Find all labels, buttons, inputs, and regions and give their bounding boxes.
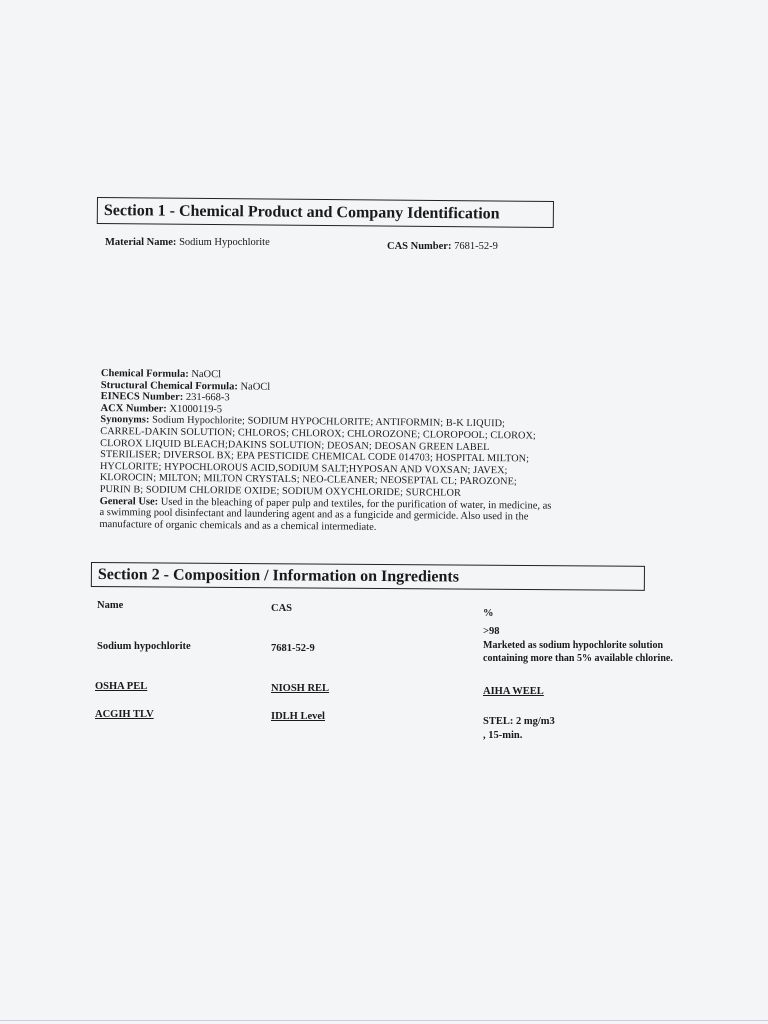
material-name-value: Sodium Hypochlorite (179, 237, 270, 248)
structural-formula-label: Structural Chemical Formula: (100, 379, 238, 393)
material-name-line (105, 236, 270, 249)
synonyms-line-7: PURIN B; SODIUM CHLORIDE OXIDE; SODIUM OXYCHLORIDE; SURCHLOR (99, 483, 461, 499)
synonyms-label: Synonyms: (100, 414, 150, 426)
chemical-formula-label: Chemical Formula: (100, 368, 189, 380)
synonyms-line-6: KLOROCIN; MILTON; MILTON CRYSTALS; NEO-CLEANER; NEOSEPTAL CL; PAROZONE; (99, 472, 517, 488)
stel-value (483, 715, 555, 743)
ingredient-note: Marketed as sodium hypochlorite solution containing more than 5% available chlorine. (483, 640, 673, 664)
acx-label: ACX Number: (100, 402, 167, 415)
section-2-title: Section 2 - Composition / Information on Ingredients (97, 566, 460, 586)
osha-pel-label: OSHA PEL (95, 681, 148, 692)
synonyms-line-4: STERILISER; DIVERSOL BX; EPA PESTICIDE CHEMICAL CODE 014703; HOSPITAL MILTON; (100, 449, 530, 465)
scan-edge-line (0, 1020, 768, 1021)
niosh-rel-label: NIOSH REL (271, 683, 330, 694)
section-2-header (91, 562, 645, 591)
ingredient-name: Sodium hypochlorite (97, 641, 191, 652)
col-header-percent: % (483, 608, 494, 619)
acx-value: X1000119-5 (169, 403, 223, 416)
aiha-weel-label: AIHA WEEL (483, 686, 544, 697)
synonyms-text: Sodium Hypochlorite; SODIUM HYPOCHLORITE; ANTIFORMIN; B-K LIQUID; (152, 414, 506, 430)
identification-details (99, 368, 646, 536)
general-use-label: General Use: (99, 495, 159, 508)
idlh-level-label: IDLH Level (271, 711, 325, 722)
synonyms-line-3: CLOROX LIQUID BLEACH;DAKINS SOLUTION; DEOSAN; DEOSAN GREEN LABEL (100, 437, 490, 453)
structural-formula-value: NaOCl (240, 381, 271, 393)
col-header-cas: CAS (271, 603, 293, 614)
general-use-line-2: a swimming pool disinfectant and laundering agent and as a fungicide and germicide. Also used in the (99, 507, 529, 523)
cas-number-label: CAS Number: (387, 241, 452, 252)
stel-line-2: , 15-min. (483, 730, 523, 741)
material-name-label: Material Name: (105, 237, 177, 248)
section-1-title: Section 1 - Chemical Product and Company Identification (103, 202, 500, 223)
cas-number-value: 7681-52-9 (454, 241, 498, 252)
synonyms-line-2: CARREL-DAKIN SOLUTION; CHLOROS; CHLOROX; CHLOROZONE; CLOROPOOL; CLOROX; (100, 425, 536, 442)
general-use-line-3: manufacture of organic chemicals and as a chemical intermediate. (99, 518, 377, 533)
ingredient-cas: 7681-52-9 (271, 643, 315, 654)
chemical-formula-value: NaOCl (191, 368, 222, 381)
acgih-tlv-label: ACGIH TLV (95, 709, 154, 720)
col-header-name: Name (97, 600, 124, 611)
cas-number-line (387, 240, 498, 253)
stel-line-1: STEL: 2 mg/m3 (483, 716, 555, 727)
ingredient-percent: >98 (483, 626, 500, 637)
section-1-header (97, 197, 554, 228)
synonyms-line-5: HYCLORITE; HYPOCHLOROUS ACID,SODIUM SALT;HYPOSAN AND VOXSAN; JAVEX; (99, 460, 508, 477)
einecs-label: EINECS Number: (100, 391, 184, 404)
einecs-value: 231-668-3 (185, 392, 230, 404)
general-use-text: Used in the bleaching of paper pulp and textiles, for the purification of water, in medicine, as (160, 496, 552, 512)
